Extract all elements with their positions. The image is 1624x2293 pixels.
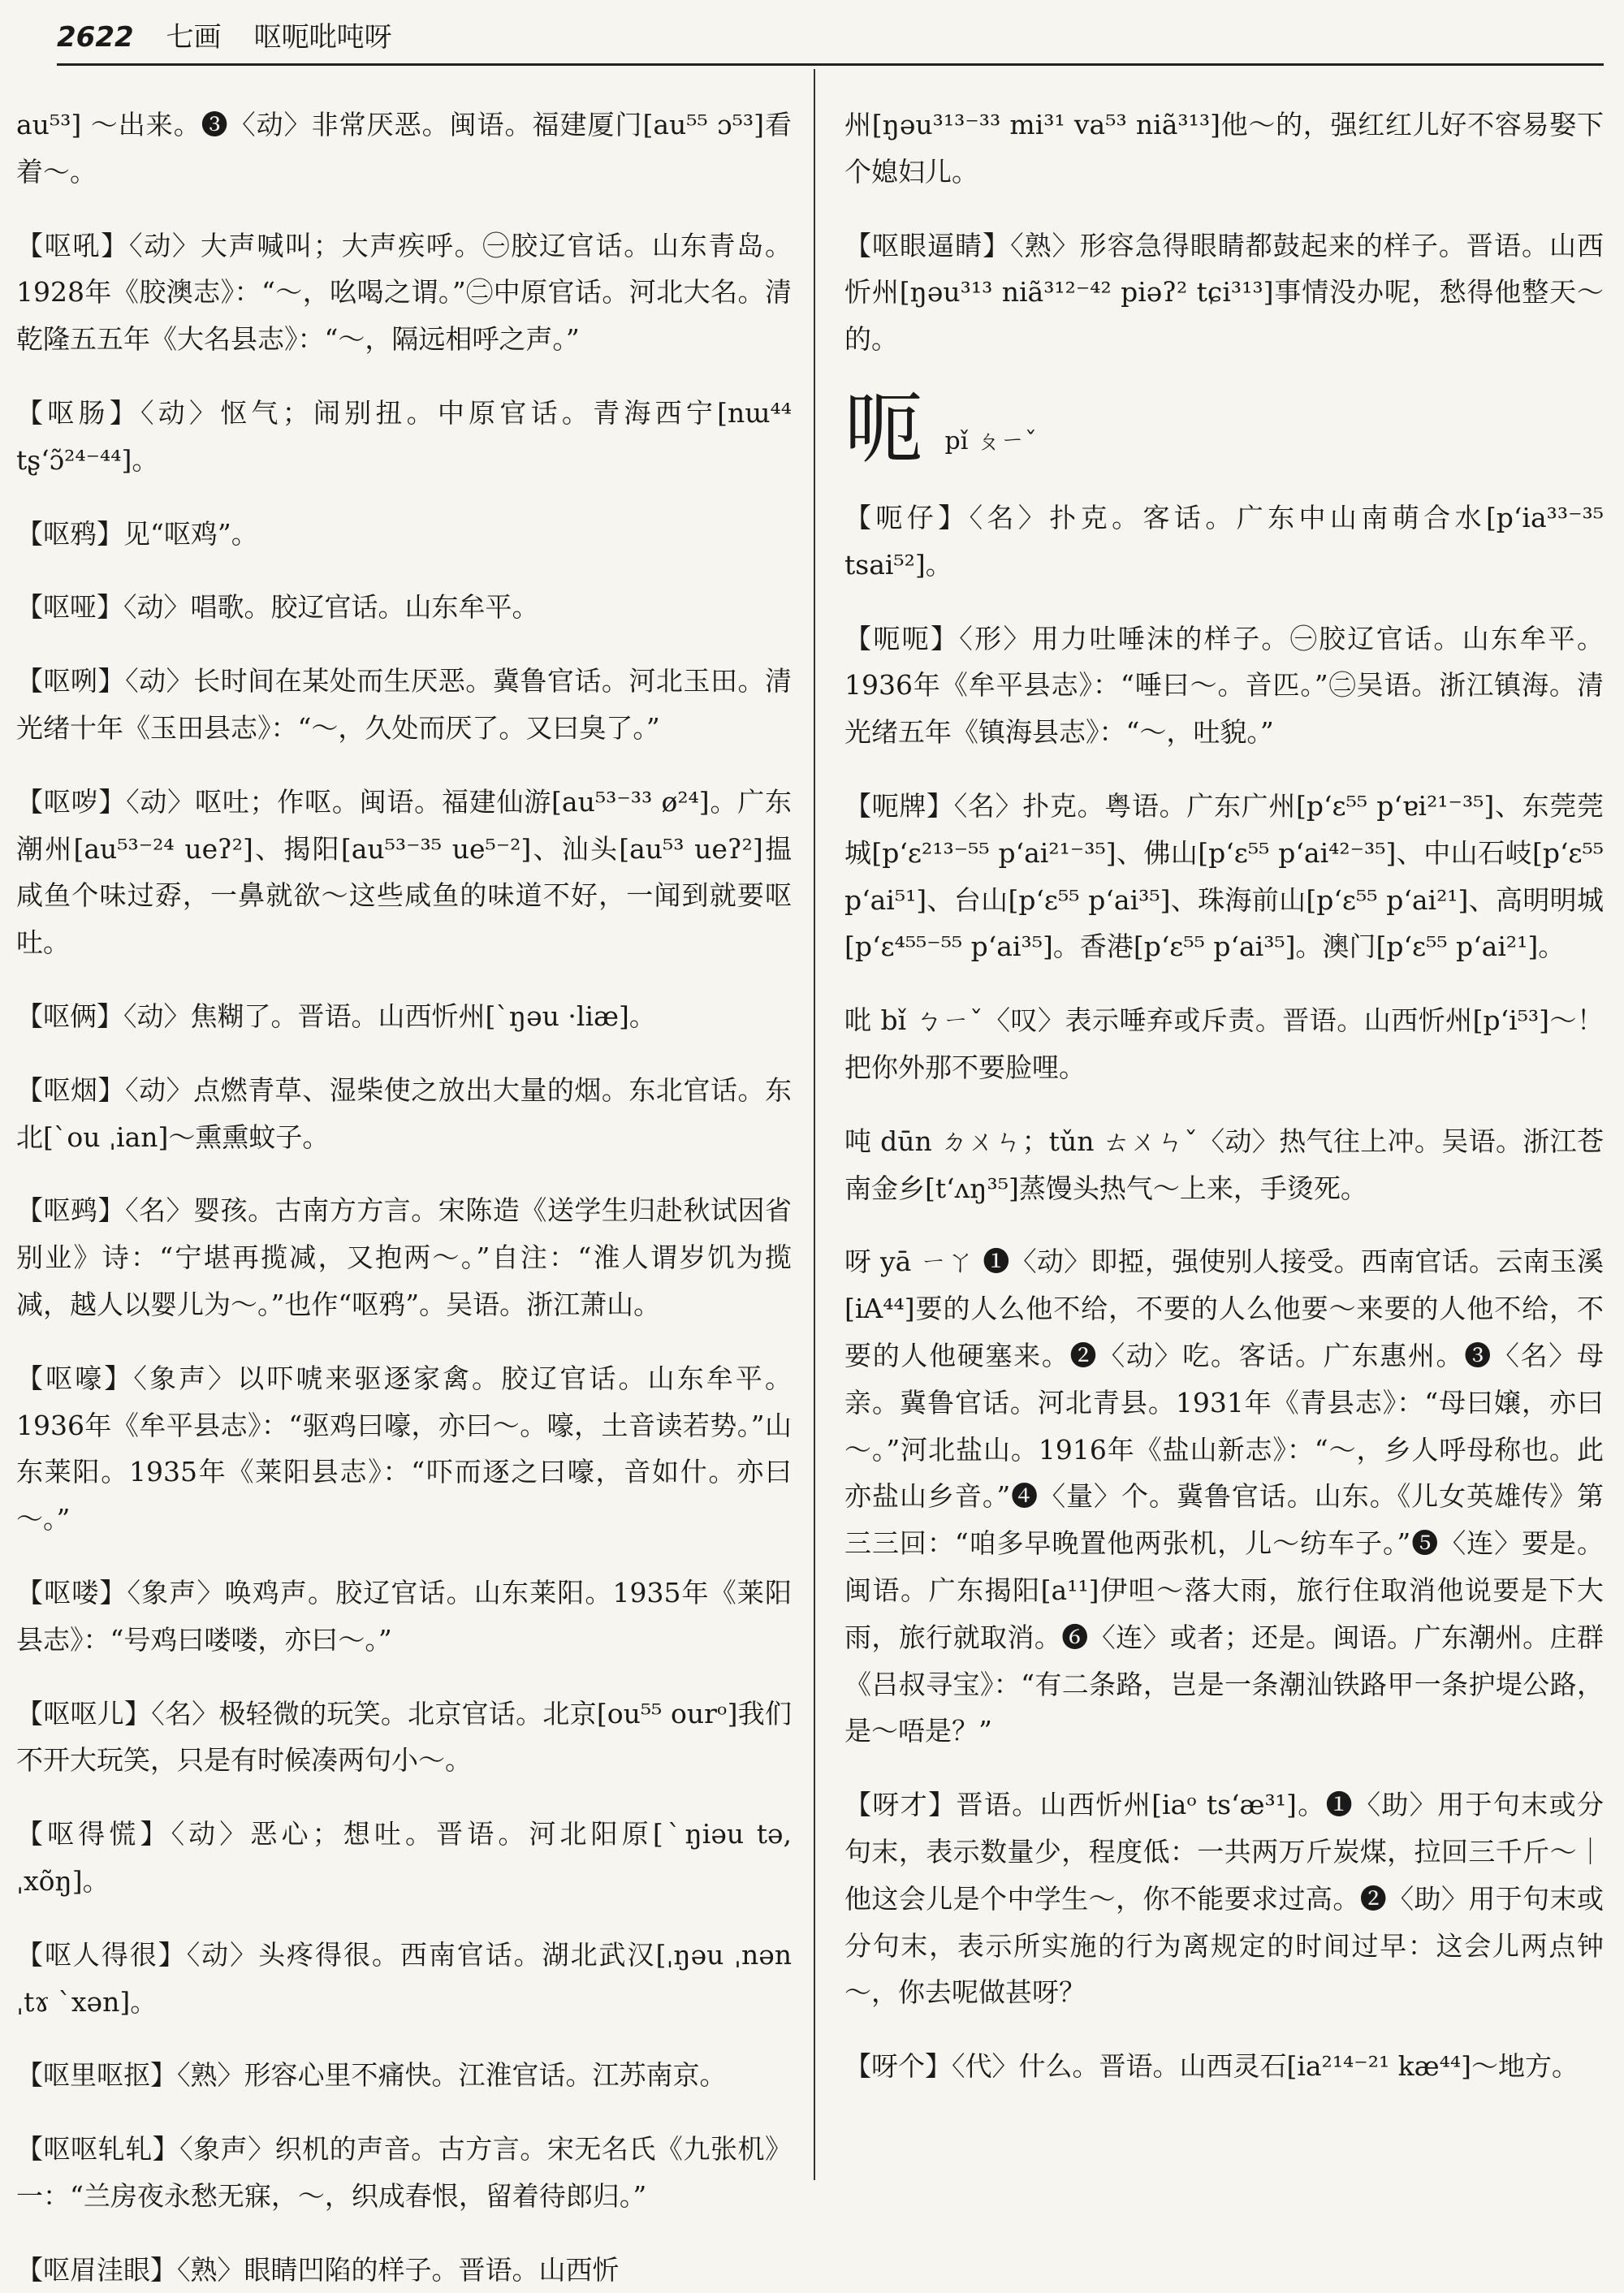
entry-ya: 呀 yā ㄧㄚ ❶〈动〉即掗，强使别人接受。西南官话。云南玉溪[iA⁴⁴]要的人么他不给，不要的人么他要～来要的人他不给，不要的人他硬塞来。❷〈动〉吃。客话。广东惠州。❸〈名〉母亲。冀鲁官话。河北青县。1931年《青县志》：“母曰嬢，亦曰～。”河北盐山。1916年《盐山新志》：“～，乡人呼母称也。此亦盐山乡音。”❹〈量〉个。冀鲁官话。山东。《儿女英雄传》第三三回：“咱多早晚置他两张机，儿～纺车子。”❺〈连〉要是。闽语。广东揭阳[a¹¹]伊呾～落大雨，旅行住取消他说要是下大雨，旅行就取消。❻〈连〉或者；还是。闽语。广东潮州。庄群《吕叔寻宝》：“有二条路，岂是一条潮汕铁路甲一条护堤公路，是～唔是？” bbox=[844, 1246, 1604, 1747]
header-rule bbox=[57, 63, 1604, 66]
headword-char: 呃 bbox=[844, 382, 922, 474]
entry-ourendehen: 【呕人得很】〈动〉头疼得很。西南官话。湖北武汉[ˌŋəu ˌnən ˌtɤ ˋxən]。 bbox=[16, 1938, 792, 2018]
entry-ouwu: 【呕鹀】〈名〉婴孩。古南方方言。宋陈造《送学生归赴秋试因省别业》诗：“宁堪再揽减，又抱两～。”自注：“淮人谓岁饥为揽减，越人以婴儿为～。”也作“呕鸦”。吴语。浙江萧山。 bbox=[16, 1194, 792, 1320]
entry-ouya: 【呕哑】〈动〉唱歌。胶辽官话。山东牟平。 bbox=[16, 591, 539, 624]
page-number: 2622 bbox=[57, 21, 134, 54]
entry-ououer: 【呕呕儿】〈名〉极轻微的玩笑。北京官话。北京[ou⁵⁵ ourᵒ]我们不开大玩笑，只是有时候凑两句小～。 bbox=[16, 1697, 792, 1777]
entry-ououyaya: 【呕呕轧轧】〈象声〉织机的声音。古方言。宋无名氏《九张机》一：“兰房夜永愁无寐，～，织成春恨，留着待郎归。” bbox=[16, 2133, 792, 2212]
headword-reading: pǐ ㄆㄧˇ bbox=[937, 426, 1037, 456]
section-label: 七画 bbox=[166, 21, 222, 54]
headword-pi bbox=[844, 382, 1604, 474]
page-header bbox=[57, 15, 1600, 60]
entry-ouliouokou: 【呕里呕抠】〈熟〉形容心里不痛快。江淮官话。江苏南京。 bbox=[16, 2059, 727, 2092]
right-column bbox=[844, 75, 1604, 2178]
left-column bbox=[16, 75, 792, 2286]
entry-ouchang: 【呕肠】〈动〉怄气；闹别扭。中原官话。青海西宁[nɯ⁴⁴ tʂʻɔ̃²⁴⁻⁴⁴]。 bbox=[16, 396, 792, 476]
entry-pipai: 【呃牌】〈名〉扑克。粤语。广东广州[pʻɛ⁵⁵ pʻɐi²¹⁻³⁵]、东莞莞城[pʻɛ²¹³⁻⁵⁵ pʻai²¹⁻³⁵]、佛山[pʻɛ⁵⁵ pʻai⁴²⁻³⁵]、中山石岐[pʻɛ⁵⁵ pʻai⁵¹]、台山[pʻɛ⁵⁵ pʻai³⁵]、珠海前山[pʻɛ⁵⁵ pʻai²¹]、高明明城[pʻɛ⁴⁵⁵⁻⁵⁵ pʻai³⁵]。香港[pʻɛ⁵⁵ pʻai³⁵]。澳门[pʻɛ⁵⁵ pʻai²¹]。 bbox=[844, 789, 1604, 963]
entry-ouyan: 【呕烟】〈动〉点燃青草、湿柴使之放出大量的烟。东北官话。东北[ˋou ˌian]～熏熏蚊子。 bbox=[16, 1073, 792, 1153]
entry-continuation-right: 州[ŋəu³¹³⁻³³ mi³¹ va⁵³ niã³¹³]他～的，强红红儿好不容易娶下个媳妇儿。 bbox=[844, 109, 1604, 188]
entry-pizai: 【呃仔】〈名〉扑克。客话。广东中山南萌合水[pʻia³³⁻³⁵ tsai⁵²]。 bbox=[844, 501, 1604, 581]
entry-continuation: au⁵³] ～出来。❸〈动〉非常厌恶。闽语。福建厦门[au⁵⁵ ɔ⁵³]看着～。 bbox=[16, 109, 792, 188]
entry-pipi: 【呃呃】〈形〉用力吐唾沫的样子。㊀胶辽官话。山东牟平。1936年《牟平县志》：“唾曰～。音匹。”㊁吴语。浙江镇海。清光绪五年《镇海县志》：“～，吐貌。” bbox=[844, 622, 1604, 749]
entry-ouyanbijing: 【呕眼逼睛】〈熟〉形容急得眼睛都鼓起来的样子。晋语。山西忻州[ŋəu³¹³ niã³¹²⁻⁴² piəʔ² tɕi³¹³]事情没办呢，愁得他整天～的。 bbox=[844, 229, 1604, 356]
entry-yage: 【呀个】〈代〉什么。晋语。山西灵石[ia²¹⁴⁻²¹ kæ⁴⁴]～地方。 bbox=[844, 2050, 1579, 2083]
entry-ouya-crow: 【呕鸦】见“呕鸡”。 bbox=[16, 517, 258, 550]
entry-bi: 吡 bǐ ㄅㄧˇ〈叹〉表示唾弃或斥责。晋语。山西忻州[pʻi⁵³]～！把你外那不要脸哩。 bbox=[844, 1004, 1604, 1083]
entry-oudehuang: 【呕得慌】〈动〉恶心；想吐。晋语。河北阳原[ˋŋiəu tə, ˌxõŋ]。 bbox=[16, 1818, 792, 1897]
entry-yacai: 【呀才】晋语。山西忻州[iaᵒ tsʻæ³¹]。❶〈助〉用于句末或分句末，表示数量少，程度低：一共两万斤炭煤，拉回三千斤～｜他这会儿是个中学生～，你不能要求过高。❷〈助〉用于句末或分句末，表示所实施的行为离规定的时间过早：这会儿两点钟～，你去呢做甚呀？ bbox=[844, 1789, 1604, 2009]
entry-oulou: 【呕喽】〈象声〉唤鸡声。胶辽官话。山东莱阳。1935年《莱阳县志》：“号鸡曰喽喽，亦曰～。” bbox=[16, 1576, 792, 1656]
entry-ouyue: 【呕哕】〈动〉呕吐；作呕。闽语。福建仙游[au⁵³⁻³³ ø²⁴]。广东潮州[au⁵³⁻²⁴ ueʔ²]、揭阳[au⁵³⁻³⁵ ue⁵⁻²]、汕头[au⁵³ ueʔ²]揾咸鱼个味过孬，一鼻就欲～这些咸鱼的味道不好，一闻到就要呕吐。 bbox=[16, 785, 792, 959]
entry-oulie: 【呕咧】〈动〉长时间在某处而生厌恶。冀鲁官话。河北玉田。清光绪十年《玉田县志》：“～，久处而厌了。又曰臭了。” bbox=[16, 665, 792, 744]
column-divider bbox=[814, 69, 815, 2180]
entry-oulia: 【呕俩】〈动〉焦糊了。晋语。山西忻州[ˋŋəu ·liæ]。 bbox=[16, 1000, 656, 1032]
section-chars: 呕呃吡吨呀 bbox=[253, 21, 392, 54]
entry-ouhao: 【呕嚎】〈象声〉以吓唬来驱逐家禽。胶辽官话。山东牟平。1936年《牟平县志》：“驱鸡曰嚎，亦曰～。嚎，土音读若势。”山东莱阳。1935年《莱阳县志》：“吓而逐之曰嚎，音如什。亦曰～。” bbox=[16, 1362, 792, 1535]
entry-ouhou: 【呕吼】〈动〉大声喊叫；大声疾呼。㊀胶辽官话。山东青岛。1928年《胶澳志》：“～，吆喝之谓。”㊁中原官话。河北大名。清乾隆五五年《大名县志》：“～，隔远相呼之声。” bbox=[16, 229, 792, 356]
entry-oumeiwayan: 【呕眉洼眼】〈熟〉眼睛凹陷的样子。晋语。山西忻 bbox=[16, 2253, 620, 2286]
entry-dun: 吨 dūn ㄉㄨㄣ；tǔn ㄊㄨㄣˇ〈动〉热气往上冲。吴语。浙江苍南金乡[tʻʌŋ³⁵]蒸馒头热气～上来，手烫死。 bbox=[844, 1125, 1604, 1204]
